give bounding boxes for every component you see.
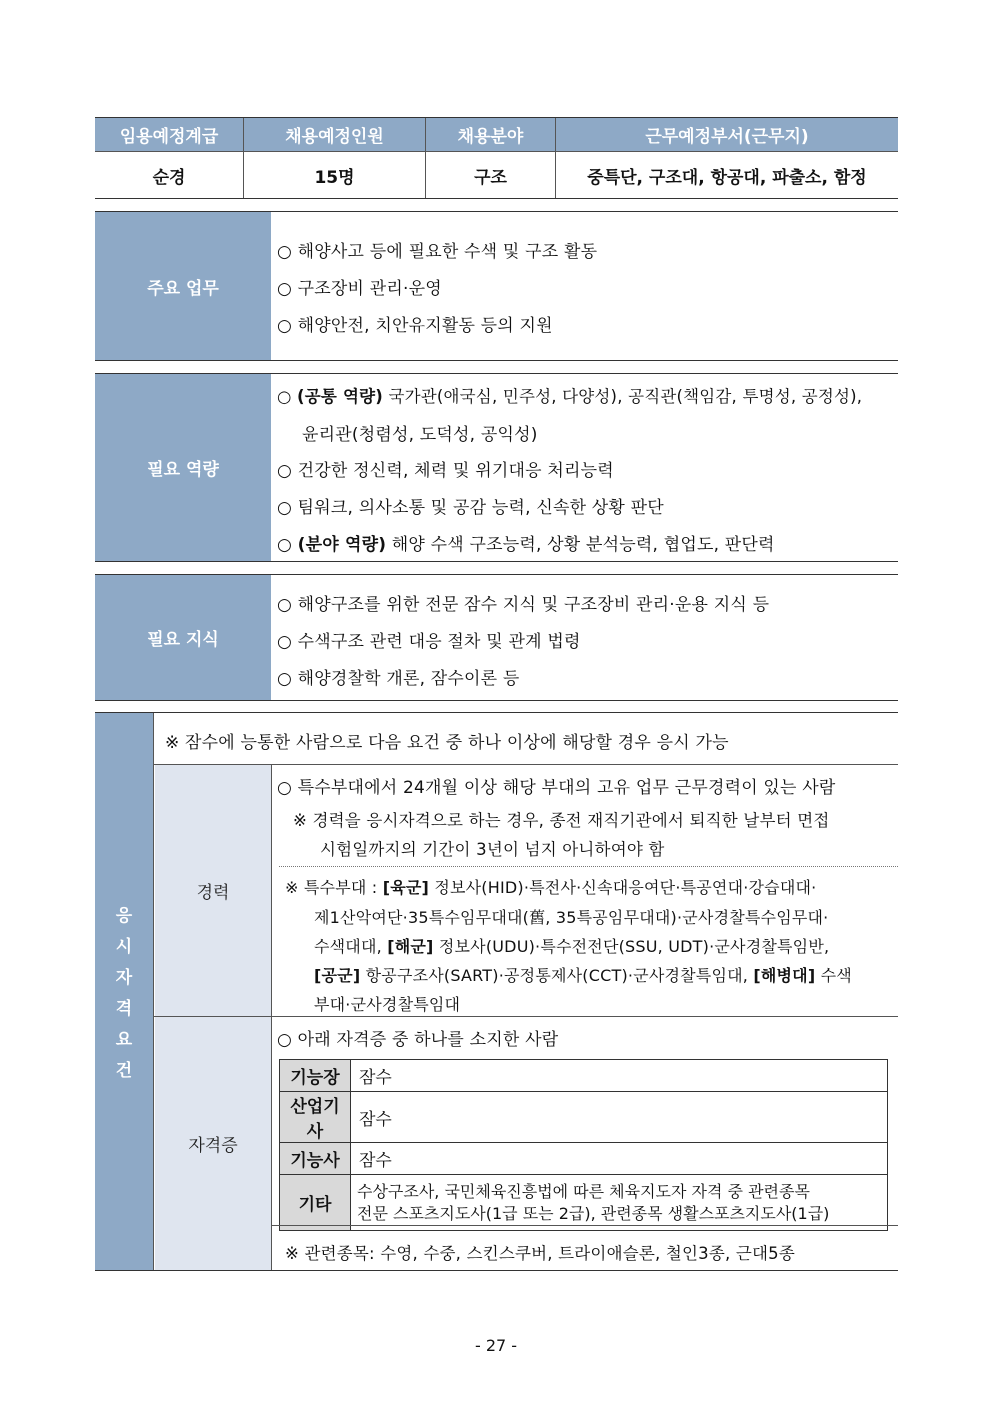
section-label-qualification [95, 713, 153, 1270]
qualification-label-char: 격 [115, 999, 133, 1019]
duty-item: ○ 해양안전, 치안유지활동 등의 지원 [277, 316, 553, 336]
section-label-duties: 주요 업무 [95, 212, 271, 360]
special-forces-line: 수색대대, [해군] 정보사(UDU)·특수전전단(SSU, UDT)·군사경찰특임반, [314, 937, 830, 956]
special-forces-line: 제1산악여단·35특수임무대대(舊, 35특공임무대대)·군사경찰특수임무대· [314, 908, 829, 927]
knowledge-item: ○ 해양경찰학 개론, 잠수이론 등 [277, 669, 520, 689]
qualification-label-char: 시 [115, 937, 133, 957]
license-value: 잠수 [351, 1060, 888, 1092]
knowledge-item: ○ 수색구조 관련 대응 절차 및 관계 법령 [277, 632, 581, 652]
field-competency-tag: (분야 역량) [297, 535, 387, 555]
section-label-knowledge: 필요 지식 [95, 575, 271, 700]
career-label: 경력 [155, 765, 271, 1016]
page-number: - 27 - [474, 1336, 518, 1355]
special-forces-line: [공군] 항공구조사(SART)·공정통제사(CCT)·군사경찰특임대, [해병대] 수색 [314, 966, 852, 985]
license-value-other: 수상구조사, 국민체육진흥법에 따른 체육지도자 자격 중 관련종목 전문 스포츠지도사(1급 또는 2급), 관련종목 생활스포츠지도사(1급) [351, 1175, 888, 1231]
knowledge-item: ○ 해양구조를 위한 전문 잠수 지식 및 구조장비 관리·운용 지식 등 [277, 595, 770, 615]
value-cell-dept: 중특단, 구조대, 항공대, 파출소, 함정 [587, 167, 867, 188]
license-value: 잠수 [351, 1092, 888, 1143]
header-cell-count: 채용예정인원 [244, 118, 425, 151]
competency-common: ○ (공통 역량) 국가관(애국심, 민주성, 다양성), 공직관(책임감, 투명성, 공정성), [277, 387, 863, 406]
army-tag: [육군] [382, 878, 430, 897]
section-label-competency: 필요 역량 [95, 374, 271, 561]
value-cell-rank: 순경 [152, 167, 186, 188]
career-note-line: ※ 경력을 응시자격으로 하는 경우, 종전 재직기관에서 퇴직한 날부터 면접 [293, 811, 830, 830]
header-cell-dept: 근무예정부서(근무지) [556, 118, 898, 151]
header-cell-rank: 임용예정계급 [95, 118, 243, 151]
marine-tag: [해병대] [753, 966, 816, 985]
competency-common-cont: 윤리관(청렴성, 도덕성, 공익성) [302, 425, 538, 445]
career-main: ○ 특수부대에서 24개월 이상 해당 부대의 고유 업무 근무경력이 있는 사람 [277, 778, 836, 798]
duty-item: ○ 구조장비 관리·운영 [277, 279, 442, 299]
qualification-label-char: 응 [115, 906, 133, 926]
header-cell-field: 채용분야 [426, 118, 555, 151]
value-cell-field: 구조 [474, 167, 507, 188]
license-table [279, 1059, 888, 1231]
field-competency-text: 해양 수색 구조능력, 상황 분석능력, 협업도, 판단력 [386, 535, 775, 555]
career-note-line: 시험일까지의 기간이 3년이 넘지 아니하여야 함 [320, 840, 665, 859]
qualification-label-char: 건 [115, 1061, 133, 1081]
license-value: 잠수 [351, 1143, 888, 1175]
license-key: 기능장 [280, 1060, 351, 1092]
duty-item: ○ 해양사고 등에 필요한 수색 및 구조 활동 [277, 242, 598, 262]
common-competency-tag: (공통 역량) [297, 387, 384, 406]
license-key: 산업기사 [280, 1092, 351, 1143]
license-key: 기타 [280, 1175, 351, 1231]
license-key: 기능사 [280, 1143, 351, 1175]
competency-item: ○ 건강한 정신력, 체력 및 위기대응 처리능력 [277, 461, 614, 481]
special-forces-line: 부대·군사경찰특임대 [314, 995, 461, 1014]
qualification-label-char: 자 [115, 968, 133, 988]
special-forces-line: ※ 특수부대 : [육군] 정보사(HID)·특전사·신속대응여단·특공연대·강습대대· [285, 878, 817, 897]
airforce-tag: [공군] [314, 966, 361, 985]
license-label: 자격증 [155, 1017, 271, 1270]
common-competency-text: 국가관(애국심, 민주성, 다양성), 공직관(책임감, 투명성, 공정성), [383, 387, 863, 406]
competency-field: ○ (분야 역량) 해양 수색 구조능력, 상황 분석능력, 협업도, 판단력 [277, 535, 775, 555]
competency-item: ○ 팀워크, 의사소통 및 공감 능력, 신속한 상황 판단 [277, 498, 664, 518]
qualification-intro: ※ 잠수에 능통한 사람으로 다음 요건 중 하나 이상에 해당할 경우 응시 가능 [165, 733, 729, 753]
navy-tag: [해군] [387, 937, 434, 956]
value-cell-count: 15명 [314, 167, 355, 188]
related-events-note: ※ 관련종목: 수영, 수중, 스킨스쿠버, 트라이애슬론, 철인3종, 근대5종 [285, 1244, 795, 1263]
qualification-label-char: 요 [115, 1030, 133, 1050]
license-main: ○ 아래 자격증 중 하나를 소지한 사람 [277, 1030, 559, 1050]
